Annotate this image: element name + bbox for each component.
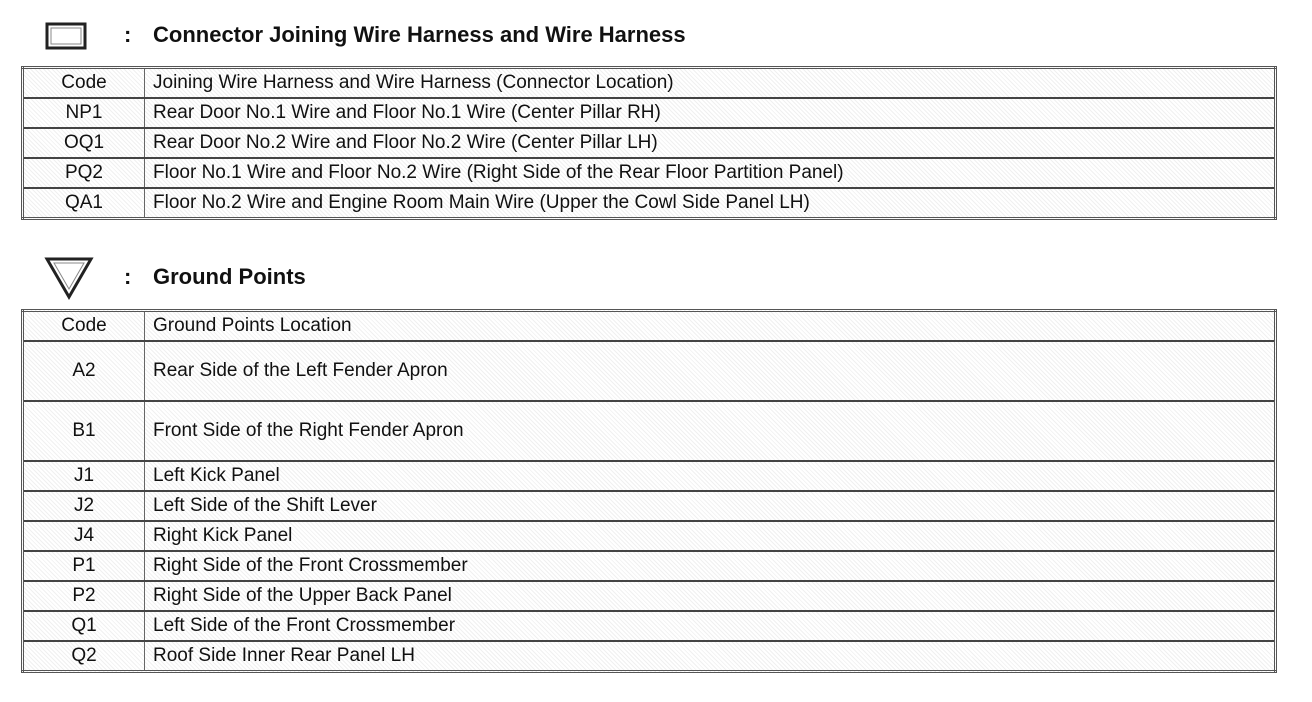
table-row	[23, 128, 1276, 158]
row-code: NP1	[23, 98, 145, 128]
code-column-header: Code	[23, 311, 145, 342]
row-location: Front Side of the Right Fender Apron	[145, 401, 1276, 461]
table-row	[23, 491, 1276, 521]
code-column-header: Code	[23, 68, 145, 99]
table-row	[23, 641, 1276, 672]
table-row	[23, 158, 1276, 188]
row-code: OQ1	[23, 128, 145, 158]
row-code: J4	[23, 521, 145, 551]
table-row	[23, 461, 1276, 491]
table-row	[23, 188, 1276, 219]
row-code: P1	[23, 551, 145, 581]
ground-section-header	[0, 254, 1312, 294]
legend-colon: :	[124, 22, 132, 47]
row-code: P2	[23, 581, 145, 611]
table-header-row	[23, 68, 1276, 99]
ground-section-title: Ground Points	[153, 264, 306, 289]
table-row	[23, 341, 1276, 401]
row-location: Roof Side Inner Rear Panel LH	[145, 641, 1276, 672]
row-code: J1	[23, 461, 145, 491]
row-code: QA1	[23, 188, 145, 219]
down-triangle-icon	[44, 256, 94, 300]
location-column-header: Joining Wire Harness and Wire Harness (Connector Location)	[145, 68, 1276, 99]
table-row	[23, 611, 1276, 641]
table-row	[23, 401, 1276, 461]
row-code: B1	[23, 401, 145, 461]
row-location: Right Side of the Upper Back Panel	[145, 581, 1276, 611]
connector-table	[21, 66, 1277, 220]
table-row	[23, 581, 1276, 611]
row-code: PQ2	[23, 158, 145, 188]
row-location: Rear Door No.2 Wire and Floor No.2 Wire (Center Pillar LH)	[145, 128, 1276, 158]
row-location: Right Kick Panel	[145, 521, 1276, 551]
row-code: A2	[23, 341, 145, 401]
row-location: Left Kick Panel	[145, 461, 1276, 491]
row-code: Q2	[23, 641, 145, 672]
row-code: J2	[23, 491, 145, 521]
row-code: Q1	[23, 611, 145, 641]
row-location: Right Side of the Front Crossmember	[145, 551, 1276, 581]
legend-colon: :	[124, 264, 132, 289]
table-row	[23, 521, 1276, 551]
table-row	[23, 551, 1276, 581]
table-header-row	[23, 311, 1276, 342]
row-location: Rear Door No.1 Wire and Floor No.1 Wire (Center Pillar RH)	[145, 98, 1276, 128]
location-column-header: Ground Points Location	[145, 311, 1276, 342]
row-location: Floor No.2 Wire and Engine Room Main Wire (Upper the Cowl Side Panel LH)	[145, 188, 1276, 219]
connector-section-title: Connector Joining Wire Harness and Wire Harness	[153, 22, 686, 47]
row-location: Left Side of the Shift Lever	[145, 491, 1276, 521]
connector-section-header	[0, 14, 1312, 54]
table-row	[23, 98, 1276, 128]
row-location: Floor No.1 Wire and Floor No.2 Wire (Right Side of the Rear Floor Partition Panel)	[145, 158, 1276, 188]
row-location: Rear Side of the Left Fender Apron	[145, 341, 1276, 401]
ground-points-table	[21, 309, 1277, 673]
row-location: Left Side of the Front Crossmember	[145, 611, 1276, 641]
square-box-icon	[45, 22, 87, 50]
